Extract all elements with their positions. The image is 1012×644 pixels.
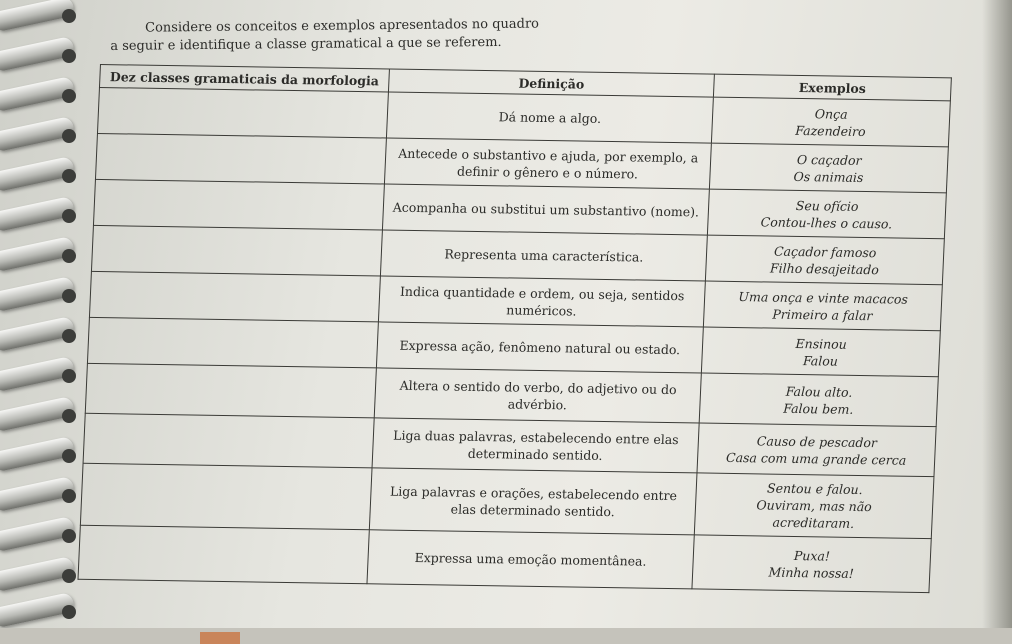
examples-cell (703, 281, 942, 331)
definition-cell: Indica quantidade e ordem, ou seja, sentidos numéricos. (378, 276, 705, 327)
definition-cell: Expressa ação, fenômeno natural ou estado. (376, 322, 703, 373)
example-text: Puxa! (793, 547, 831, 564)
instructions-line-2: a seguir e identifique a classe gramatical a que se referem. (110, 34, 502, 54)
example-text: Causo de pescador (756, 432, 878, 450)
examples-cell (699, 373, 938, 427)
class-answer-cell[interactable] (91, 225, 382, 276)
examples-cell (697, 423, 936, 477)
class-answer-cell[interactable] (97, 87, 388, 138)
table-surface (0, 628, 1012, 644)
instructions-line-1: Considere os conceitos e exemplos apresentados no quadro (145, 16, 540, 36)
definition-cell: Dá nome a algo. (386, 92, 713, 143)
example-text: Os animais (793, 168, 864, 185)
example-text: O caçador (796, 151, 862, 168)
definition-cell: Representa uma característica. (380, 230, 707, 281)
examples-cell (694, 473, 934, 539)
instructions (110, 14, 710, 56)
examples-cell (709, 143, 948, 193)
class-answer-cell[interactable] (89, 271, 380, 322)
example-text: Fazendeiro (795, 122, 866, 139)
spiral-binding (0, 0, 90, 644)
definition-cell: Liga duas palavras, estabelecendo entre elas determinado sentido. (372, 418, 699, 473)
examples-cell (705, 235, 944, 285)
example-text: Minha nossa! (768, 564, 855, 581)
examples-cell (711, 97, 950, 147)
definition-cell: Expressa uma emoção momentânea. (367, 530, 694, 589)
example-text: Sentou e falou. (766, 480, 863, 498)
definition-cell: Antecede o substantivo e ajuda, por exemplo, a definir o gênero e o número. (384, 138, 711, 189)
class-answer-cell[interactable] (87, 317, 378, 368)
definition-cell: Liga palavras e orações, estabelecendo entre elas determinado sentido. (369, 468, 697, 535)
example-text: Casa com uma grande cerca (725, 449, 907, 468)
example-text: Seu ofício (795, 197, 859, 214)
example-text: acreditaram. (772, 514, 855, 531)
grammar-table (77, 64, 951, 593)
header-examples: Exemplos (713, 74, 951, 101)
orange-tab (200, 632, 240, 644)
grammar-table-wrapper (77, 64, 951, 593)
header-classes: Dez classes gramaticais da morfologia (99, 65, 389, 93)
definition-cell: Acompanha ou substitui um substantivo (nome). (382, 184, 709, 235)
examples-cell (701, 327, 940, 377)
example-text: Uma onça e vinte macacos (738, 288, 909, 307)
example-text: Filho desajeitado (769, 260, 880, 277)
example-text: Caçador famoso (773, 243, 877, 260)
example-text: Contou-lhes o causo. (760, 213, 893, 231)
class-answer-cell[interactable] (83, 413, 374, 468)
example-text: Ensinou (795, 335, 848, 352)
example-text: Ouviram, mas não (756, 497, 873, 515)
header-definition: Definição (388, 69, 714, 97)
class-answer-cell[interactable] (78, 525, 369, 584)
examples-cell (707, 189, 946, 239)
page-shadow (982, 0, 1012, 644)
example-text: Primeiro a falar (772, 306, 873, 323)
class-answer-cell[interactable] (85, 363, 376, 418)
example-text: Falou alto. (785, 383, 853, 400)
example-text: Onça (814, 105, 848, 122)
examples-cell (692, 535, 931, 593)
class-answer-cell[interactable] (93, 179, 384, 230)
example-text: Falou bem. (783, 400, 854, 417)
definition-cell: Altera o sentido do verbo, do adjetivo ou do advérbio. (374, 368, 701, 423)
class-answer-cell[interactable] (80, 463, 372, 530)
example-text: Falou (802, 352, 839, 369)
class-answer-cell[interactable] (95, 133, 386, 184)
